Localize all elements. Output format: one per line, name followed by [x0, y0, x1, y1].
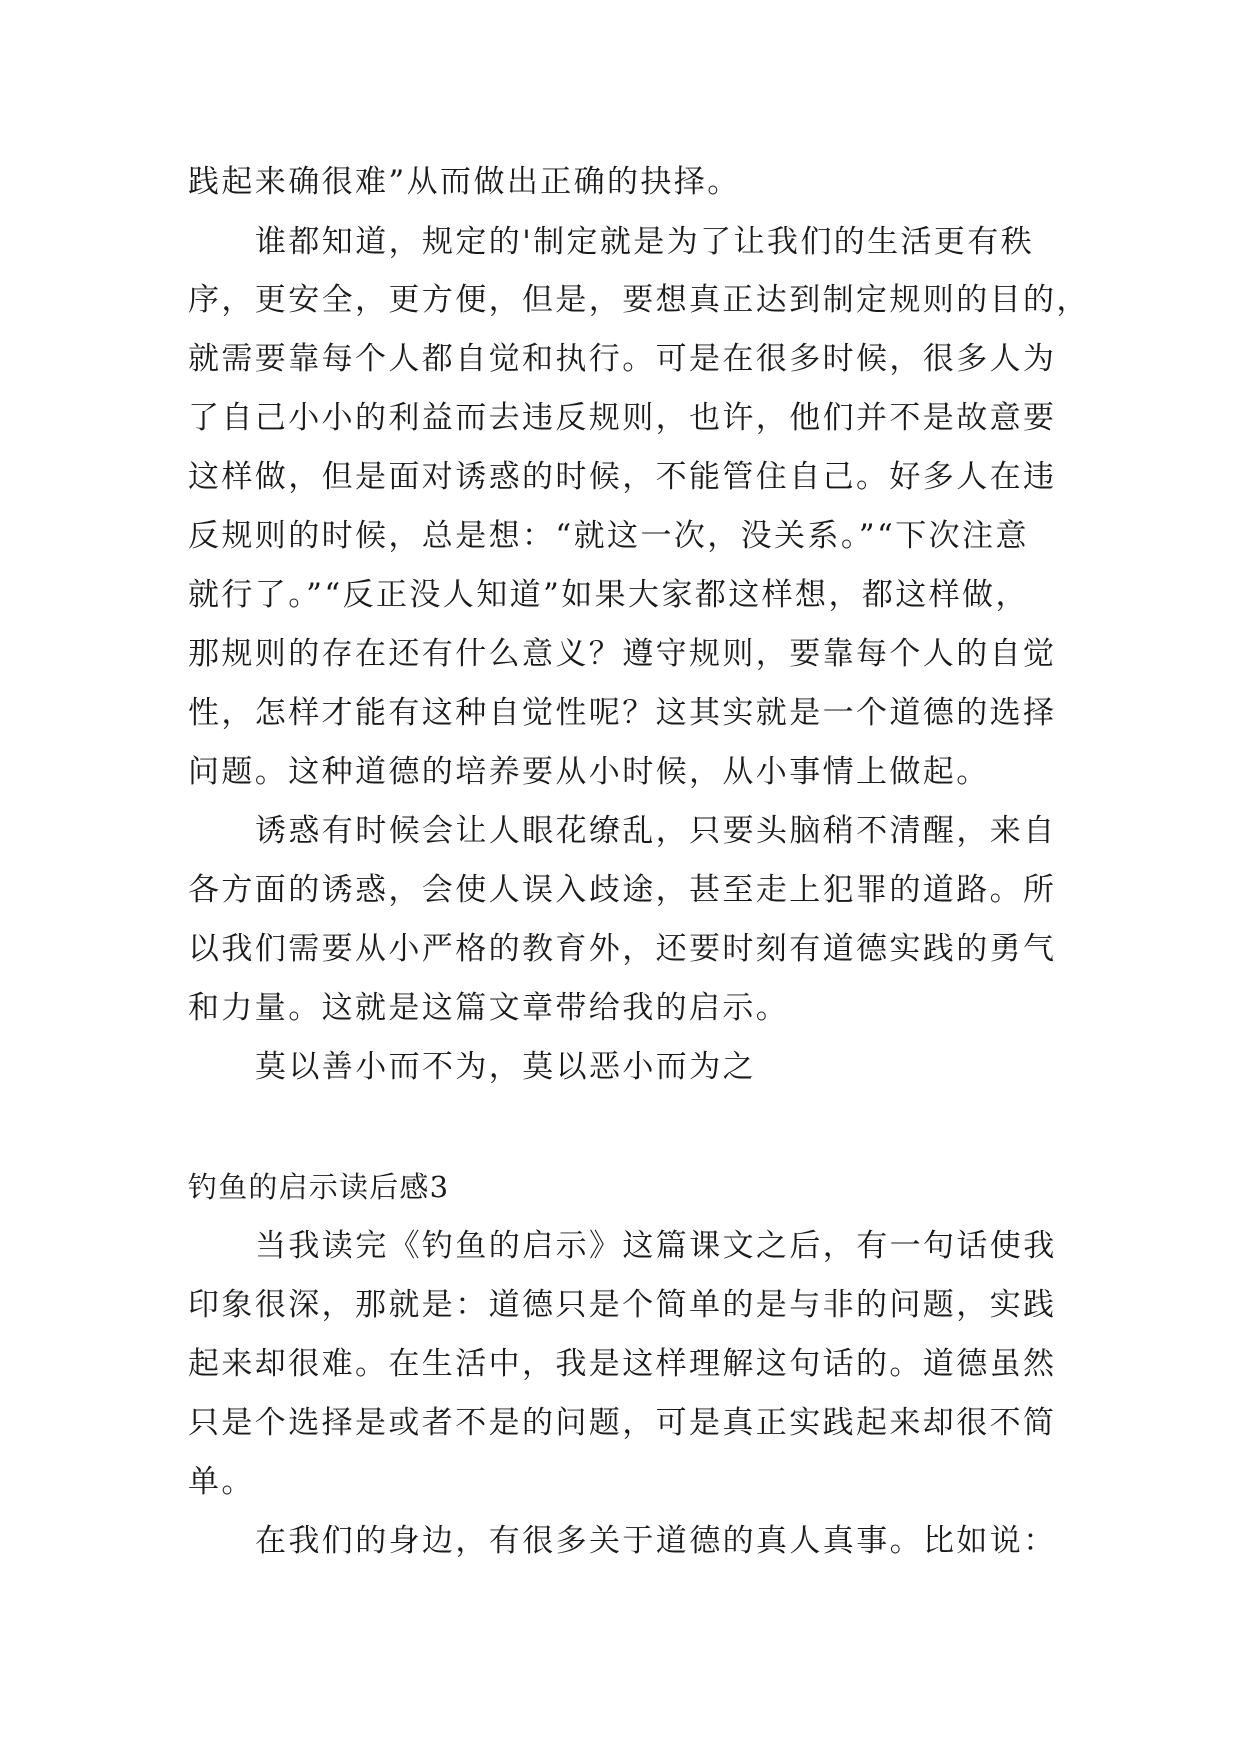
paragraph-line: 起来却很难。在生活中，我是这样理解这句话的。道德虽然 [188, 1346, 1057, 1382]
paragraph-line: 当我读完《钓鱼的启示》这篇课文之后，有一句话使我 [255, 1228, 1057, 1264]
paragraph-line: 和力量。这就是这篇文章带给我的启示。 [188, 990, 790, 1026]
section-heading: 钓鱼的启示读后感3 [188, 1170, 450, 1204]
paragraph-line: 各方面的诱惑，会使人误入歧途，甚至走上犯罪的道路。所 [188, 872, 1057, 908]
paragraph-line: 诱惑有时候会让人眼花缭乱，只要头脑稍不清醒，来自 [255, 813, 1057, 849]
paragraph-line: 了自己小小的利益而去违反规则，也许，他们并不是故意要 [188, 400, 1057, 436]
paragraph-line: 践起来确很难”从而做出正确的抉择。 [188, 164, 741, 200]
paragraph-line: 谁都知道，规定的'制定就是为了让我们的生活更有秩 [255, 224, 1035, 260]
paragraph-line: 以我们需要从小严格的教育外，还要时刻有道德实践的勇气 [188, 931, 1057, 967]
paragraph-line: 这样做，但是面对诱惑的时候，不能管住自己。好多人在违 [188, 459, 1057, 495]
paragraph-line: 只是个选择是或者不是的问题，可是真正实践起来却很不简 [188, 1405, 1057, 1441]
paragraph-line: 反规则的时候，总是想：“就这一次，没关系。”“下次注意 [188, 518, 1029, 554]
paragraph-line: 那规则的存在还有什么意义？遵守规则，要靠每个人的自觉 [188, 636, 1057, 672]
paragraph-line: 问题。这种道德的培养要从小时候，从小事情上做起。 [188, 754, 990, 790]
paragraph-line: 印象很深，那就是：道德只是个简单的是与非的问题，实践 [188, 1287, 1057, 1323]
paragraph-line: 单。 [188, 1464, 255, 1500]
paragraph-line: 性，怎样才能有这种自觉性呢？这其实就是一个道德的选择 [188, 695, 1057, 731]
paragraph-line: 就需要靠每个人都自觉和执行。可是在很多时候，很多人为 [188, 341, 1057, 377]
paragraph-line: 序，更安全，更方便，但是，要想真正达到制定规则的目的， [188, 282, 1090, 318]
paragraph-line: 就行了。”“反正没人知道”如果大家都这样想，都这样做， [188, 577, 1029, 613]
paragraph-line: 在我们的身边，有很多关于道德的真人真事。比如说： [255, 1523, 1057, 1559]
paragraph-line: 莫以善小而不为，莫以恶小而为之 [255, 1049, 756, 1085]
